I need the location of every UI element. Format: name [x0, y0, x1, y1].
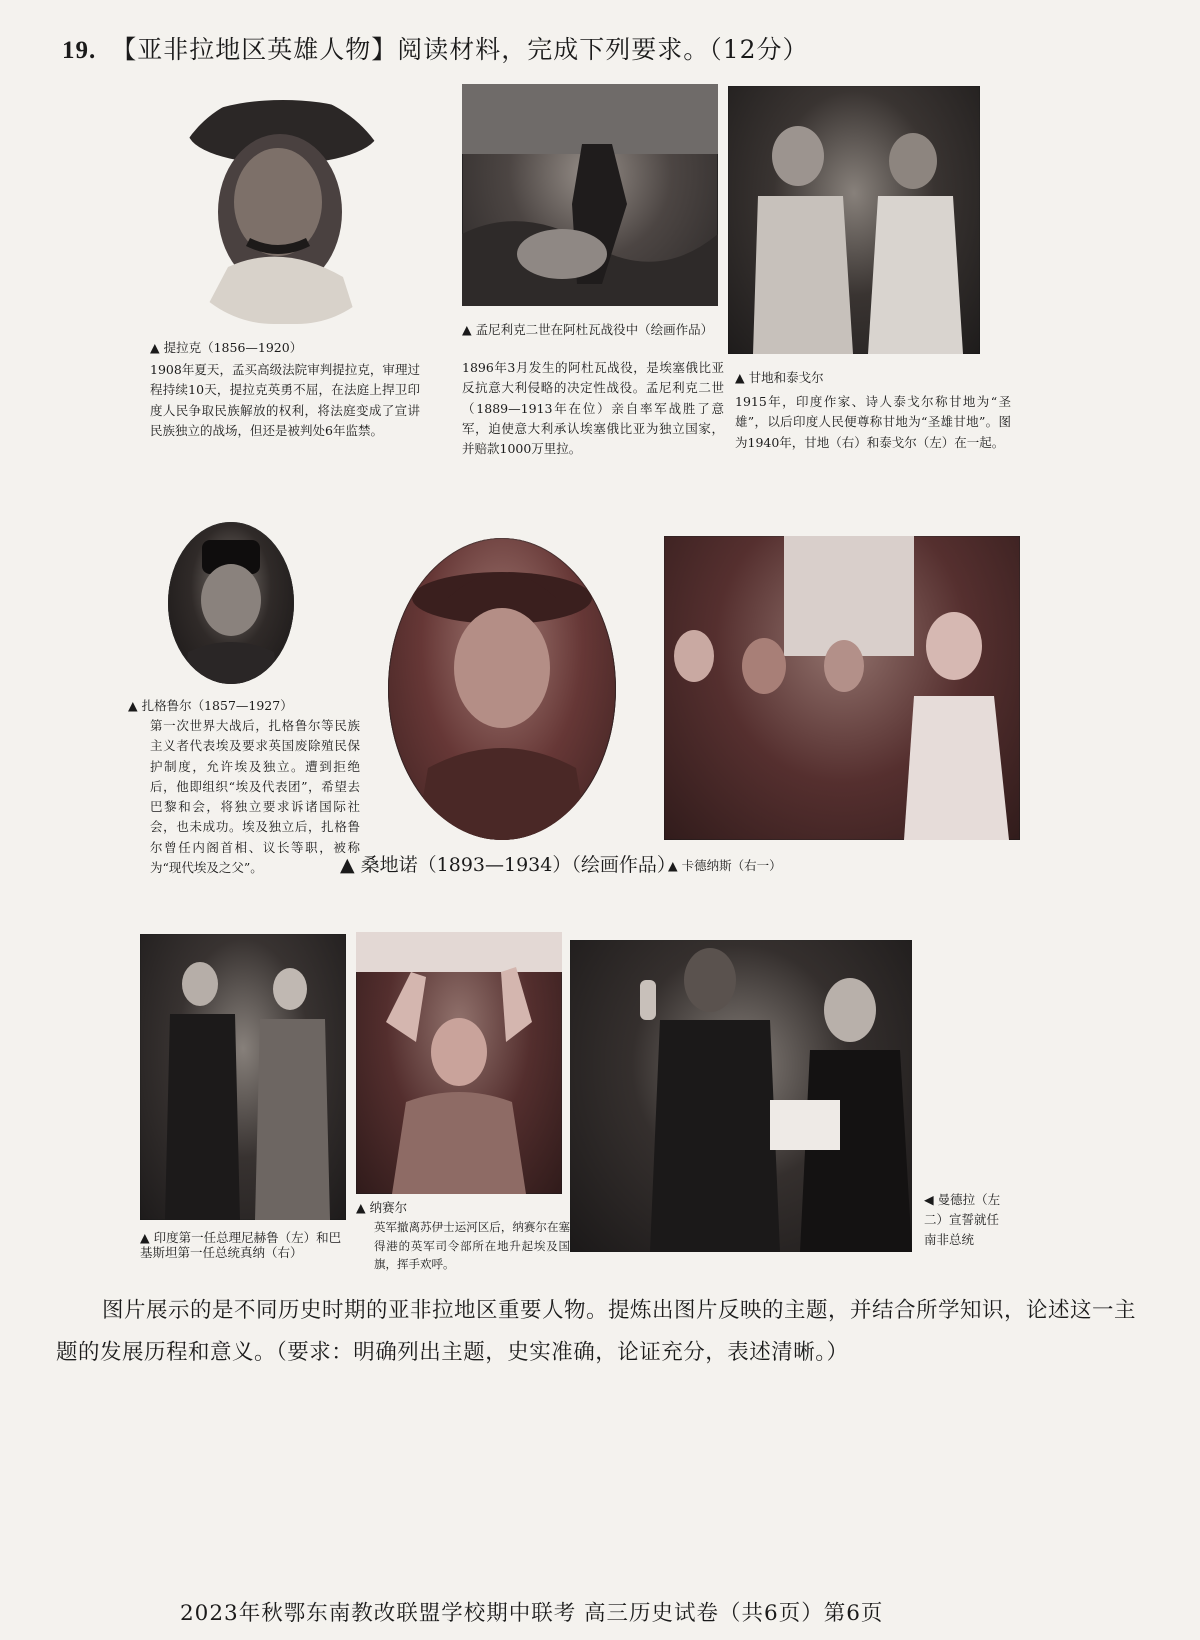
- figure-caption-gandhi-tagore: ▲ 甘地和泰戈尔: [735, 370, 824, 385]
- figure-caption-tilak: ▲ 提拉克（1856—1920）: [150, 340, 303, 355]
- figure-caption-nehru-jinnah: ▲ 印度第一任总理尼赫鲁（左）和巴基斯坦第一任总统真纳（右）: [140, 1230, 342, 1260]
- question-title-text: 【亚非拉地区英雄人物】阅读材料，完成下列要求。（12分）: [111, 35, 809, 64]
- figure-text-gandhi-tagore: 1915年，印度作家、诗人泰戈尔称甘地为“圣雄”，以后印度人民便尊称甘地为“圣雄甘地”。图为1940年，甘地（右）和泰戈尔（左）在一起。: [735, 394, 1011, 450]
- figure-text-zaghloul: 第一次世界大战后，扎格鲁尔等民族主义者代表埃及要求英国废除殖民保护制度，允许埃及独立。遭到拒绝后，他即组织“埃及代表团”，希望去巴黎和会，将独立要求诉诸国际社会，也未成功。埃及独立后，扎格鲁尔曾任内阁首相、议长等职，被称为“现代埃及之父”。: [150, 718, 360, 875]
- figure-caption-menelik: ▲ 孟尼利克二世在阿杜瓦战役中（绘画作品）: [462, 322, 714, 337]
- question-instruction: 图片展示的是不同历史时期的亚非拉地区重要人物。提炼出图片反映的主题，并结合所学知识，论述这一主题的发展历程和意义。（要求：明确列出主题，史实准确，论证充分，表述清晰。）: [56, 1298, 1137, 1365]
- tilak-portrait: [168, 92, 398, 324]
- figure-caption-nasser: ▲ 纳赛尔: [356, 1200, 408, 1215]
- nasser-photo: [356, 932, 562, 1194]
- sandino-portrait: [388, 538, 616, 840]
- question-title: [62, 30, 809, 66]
- figure-caption-sandino: ▲ 桑地诺（1893—1934）（绘画作品）: [340, 854, 676, 876]
- figure-caption-zaghloul: ▲ 扎格鲁尔（1857—1927）: [128, 698, 293, 713]
- mandela-photo: [570, 940, 912, 1252]
- cardenas-photo: [664, 536, 1020, 840]
- menelik-painting: [462, 84, 718, 306]
- zaghloul-portrait: [168, 522, 294, 684]
- figure-caption-mandela: ◀ 曼德拉（左二）宣誓就任南非总统: [924, 1192, 1001, 1247]
- figure-text-menelik: 1896年3月发生的阿杜瓦战役，是埃塞俄比亚反抗意大利侵略的决定性战役。孟尼利克二世（1889—1913年在位）亲自率军战胜了意军，迫使意大利承认埃塞俄比亚为独立国家，并赔款1000万里拉。: [462, 360, 724, 456]
- figure-text-tilak: 1908年夏天，孟买高级法院审判提拉克，审理过程持续10天，提拉克英勇不屈，在法庭上捍卫印度人民争取民族解放的权利，将法庭变成了宣讲民族独立的战场，但还是被判处6年监禁。: [150, 362, 420, 438]
- nehru-jinnah-photo: [140, 934, 346, 1220]
- gandhi-tagore-photo: [728, 86, 980, 354]
- figure-caption-cardenas: ▲ 卡德纳斯（右一）: [668, 858, 782, 873]
- figure-text-nasser: 英军撤离苏伊士运河区后，纳赛尔在塞得港的英军司令部所在地升起埃及国旗，挥手欢呼。: [374, 1220, 570, 1272]
- page-footer: 2023年秋鄂东南教改联盟学校期中联考 高三历史试卷（共6页）第6页: [180, 1601, 884, 1626]
- question-number: 19.: [62, 37, 97, 64]
